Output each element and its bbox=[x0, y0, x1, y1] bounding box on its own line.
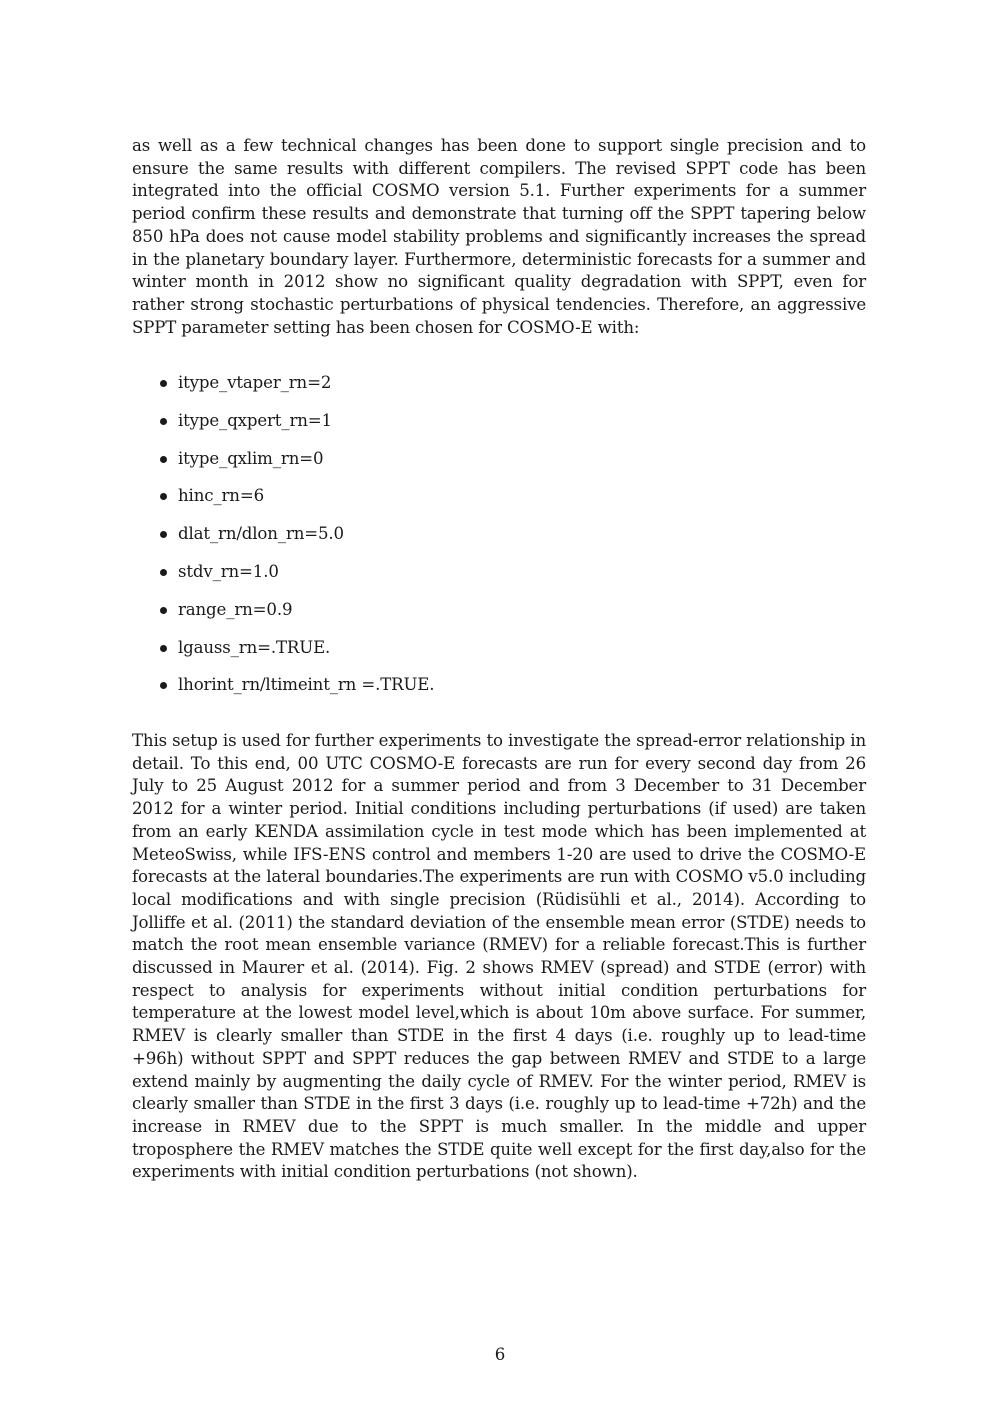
bullet-icon bbox=[160, 380, 167, 387]
list-item bbox=[160, 523, 760, 561]
list-item bbox=[160, 637, 760, 675]
list-item-text: itype_qxlim_rn=0 bbox=[178, 448, 324, 468]
list-item bbox=[160, 674, 760, 712]
bullet-icon bbox=[160, 645, 167, 652]
list-item-text: stdv_rn=1.0 bbox=[178, 561, 279, 581]
list-item bbox=[160, 410, 760, 448]
bullet-icon bbox=[160, 418, 167, 425]
list-item bbox=[160, 561, 760, 599]
list-item-text: range_rn=0.9 bbox=[178, 599, 293, 619]
list-item bbox=[160, 372, 760, 410]
bullet-icon bbox=[160, 569, 167, 576]
body-paragraph-sppt-intro: as well as a few technical changes has been done to support single precision and to ensure the same results with different compilers. The revised SPPT code has been integrated into the official COSMO version 5.1. Further experiments for a summer period confirm these results and demonstrate that turning off the SPPT tapering below 850 hPa does not cause model stability problems and significantly increases the spread in the planetary boundary layer. Furthermore, deterministic forecasts for a summer and winter month in 2012 show no significant quality degradation with SPPT, even for rather strong stochastic perturbations of physical tendencies. Therefore, an aggressive SPPT parameter setting has been chosen for COSMO-E with: bbox=[132, 136, 866, 337]
bullet-icon bbox=[160, 682, 167, 689]
list-item-text: dlat_rn/dlon_rn=5.0 bbox=[178, 524, 344, 544]
list-item-text: itype_vtaper_rn=2 bbox=[178, 373, 332, 392]
bullet-icon bbox=[160, 456, 167, 463]
list-item-text: lgauss_rn=.TRUE. bbox=[178, 637, 331, 657]
list-item bbox=[160, 485, 760, 523]
page-number: 6 bbox=[494, 1345, 506, 1364]
list-item bbox=[160, 448, 760, 486]
list-item-text: hinc_rn=6 bbox=[178, 486, 265, 506]
sppt-parameter-list bbox=[160, 372, 760, 712]
list-item-text: itype_qxpert_rn=1 bbox=[178, 410, 332, 430]
bullet-icon bbox=[160, 531, 167, 538]
bullet-icon bbox=[160, 607, 167, 614]
bullet-icon bbox=[160, 493, 167, 500]
list-item-text: lhorint_rn/ltimeint_rn =.TRUE. bbox=[178, 675, 435, 695]
list-item bbox=[160, 599, 760, 637]
body-paragraph-spread-error: This setup is used for further experiments to investigate the spread-error relationship in detail. To this end, 00 UTC COSMO-E forecasts are run for every second day from 26 July to 25 August 2012 for a summer period and from 3 December to 31 December 2012 for a winter period. Initial conditions including perturbations (if used) are taken from an early KENDA assimilation cycle in test mode which has been implemented at MeteoSwiss, while IFS-ENS control and members 1-20 are used to drive the COSMO-E forecasts at the lateral boundaries.The experiments are run with COSMO v5.0 including local modifications and with single precision (Rüdisühli et al., 2014). According to Jolliffe et al. (2011) the standard deviation of the ensemble mean error (STDE) needs to match the root mean ensemble variance (RMEV) for a reliable forecast.This is further discussed in Maurer et al. (2014). Fig. 2 shows RMEV (spread) and STDE (error) with respect to analysis for experiments without initial condition perturbations for temperature at the lowest model level,which is about 10m above surface. For summer, RMEV is clearly smaller than STDE in the first 4 days (i.e. roughly up to lead-time +96h) without SPPT and SPPT reduces the gap between RMEV and STDE to a large extend mainly by augmenting the daily cycle of RMEV. For the winter period, RMEV is clearly smaller than STDE in the first 3 days (i.e. roughly up to lead-time +72h) and the increase in RMEV due to the SPPT is much smaller. In the middle and upper troposphere the RMEV matches the STDE quite well except for the first day,also for the experiments with initial condition perturbations (not shown). bbox=[132, 731, 866, 1182]
